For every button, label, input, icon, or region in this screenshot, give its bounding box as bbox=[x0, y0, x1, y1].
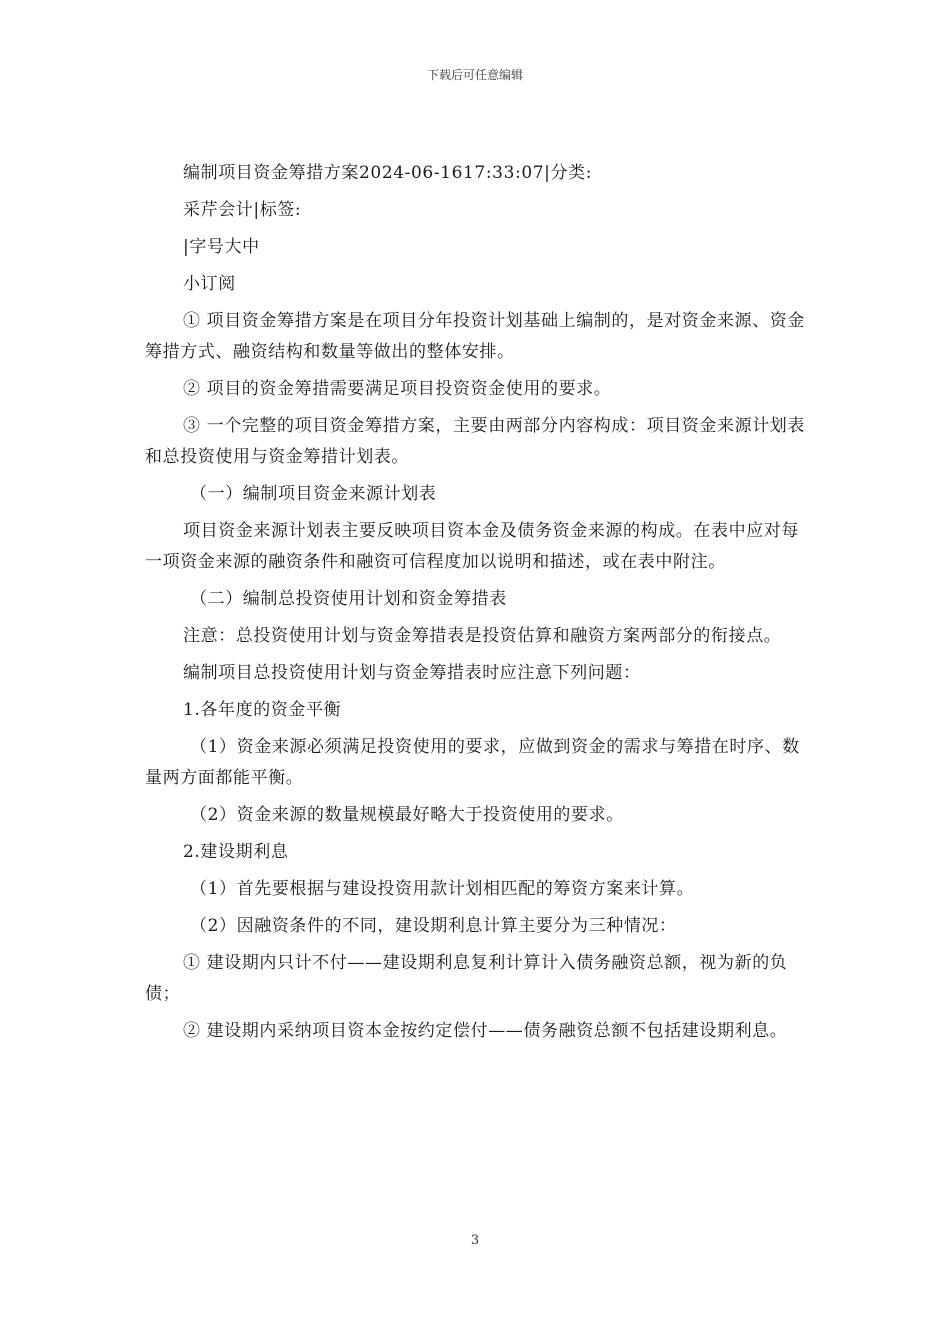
paragraph-interest-2: （2）因融资条件的不同，建设期利息计算主要分为三种情况： bbox=[190, 916, 677, 936]
paragraph-balance-2: （2）资金来源的数量规模最好略大于投资使用的要求。 bbox=[190, 805, 624, 825]
paragraph-balance-1: （1）资金来源必须满足投资使用的要求，应做到资金的需求与筹措在时序、数量两方面都能平衡。 bbox=[145, 737, 800, 788]
section-heading-1: （一）编制项目资金来源计划表 bbox=[190, 484, 437, 504]
paragraph-meta-title: 编制项目资金筹措方案2024-06-1617:33:07|分类: bbox=[183, 163, 593, 183]
page-header: 下载后可任意编辑 bbox=[426, 68, 523, 82]
paragraph-issues-intro: 编制项目总投资使用计划与资金筹措表时应注意下列问题： bbox=[183, 663, 641, 683]
paragraph-section-1-body: 项目资金来源计划表主要反映项目资本金及债务资金来源的构成。在表中应对每一项资金来源的融资条件和融资可信程度加以说明和描述，或在表中附注。 bbox=[145, 521, 799, 572]
paragraph-point-1: ① 项目资金筹措方案是在项目分年投资计划基础上编制的，是对资金来源、资金筹措方式、融资结构和数量等做出的整体安排。 bbox=[145, 311, 806, 362]
page-number: 3 bbox=[470, 1233, 480, 1248]
paragraph-meta-tags: 采芹会计|标签: bbox=[183, 200, 302, 220]
subheading-construction-interest: 2.建设期利息 bbox=[183, 842, 289, 862]
paragraph-point-2: ② 项目的资金筹措需要满足项目投资资金使用的要求。 bbox=[183, 379, 612, 399]
paragraph-meta-fontsize: |字号大中 bbox=[183, 237, 260, 257]
paragraph-note: 注意：总投资使用计划与资金筹措表是投资估算和融资方案两部分的衔接点。 bbox=[183, 626, 782, 646]
paragraph-case-1: ① 建设期内只计不付——建设期利息复利计算计入债务融资总额，视为新的负债； bbox=[145, 953, 788, 1004]
document-body bbox=[145, 158, 810, 1053]
paragraph-meta-subscribe: 小订阅 bbox=[183, 274, 236, 294]
section-heading-2: （二）编制总投资使用计划和资金筹措表 bbox=[190, 589, 507, 609]
paragraph-case-2: ② 建设期内采纳项目资本金按约定偿付——债务融资总额不包括建设期利息。 bbox=[183, 1021, 788, 1041]
paragraph-point-3: ③ 一个完整的项目资金筹措方案，主要由两部分内容构成：项目资金来源计划表和总投资使用与资金筹措计划表。 bbox=[145, 416, 806, 467]
paragraph-interest-1: （1）首先要根据与建设投资用款计划相匹配的筹资方案来计算。 bbox=[190, 879, 695, 899]
subheading-annual-balance: 1.各年度的资金平衡 bbox=[183, 700, 342, 720]
